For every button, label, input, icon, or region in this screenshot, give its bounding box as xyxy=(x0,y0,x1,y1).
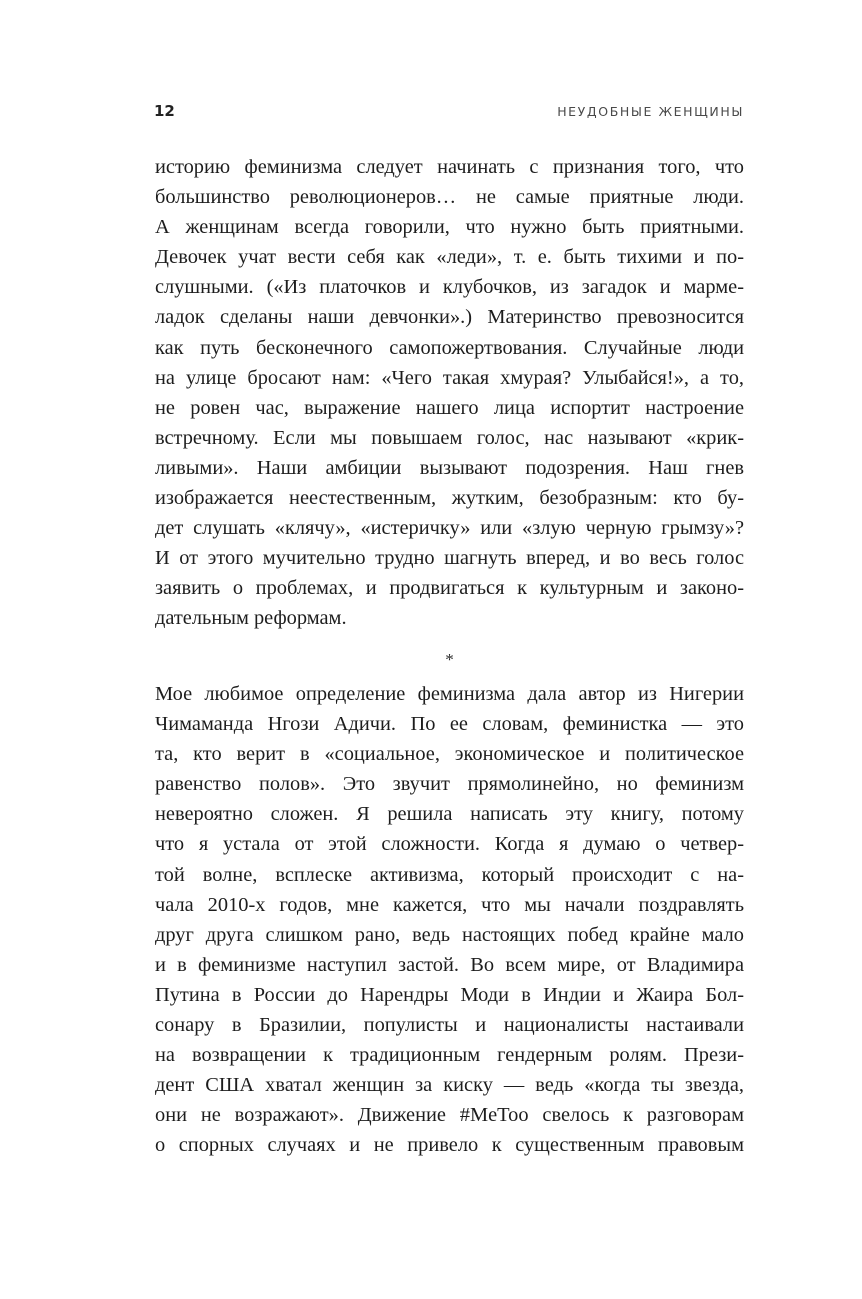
text-line: большинство революционеров… не самые приятные люди. xyxy=(155,186,744,209)
text-line: та, кто верит в «социальное, экономическое и политическое xyxy=(155,743,744,766)
text-line: Девочек учат вести себя как «леди», т. е. быть тихими и по- xyxy=(155,246,744,269)
text-line: Мое любимое определение феминизма дала автор из Нигерии xyxy=(155,683,744,705)
text-line: невероятно сложен. Я решила написать эту книгу, потому xyxy=(155,803,744,826)
text-line: и в феминизме наступил застой. Во всем мире, от Владимира xyxy=(155,953,744,976)
running-header-title: НЕУДОБНЫЕ ЖЕНЩИНЫ xyxy=(557,104,744,119)
text-line: Путина в России до Нарендры Моди в Индии и Жаира Бол- xyxy=(155,983,744,1006)
text-line: той волне, всплеске активизма, который происходит с на- xyxy=(155,863,744,886)
text-line: дет слушать «клячу», «истеричку» или «злую черную грымзу»? xyxy=(155,517,744,540)
paragraph-2 xyxy=(155,679,744,1161)
text-line: друг друга слишком рано, ведь настоящих побед крайне мало xyxy=(155,923,744,946)
text-line: что я устала от этой сложности. Когда я думаю о четвер- xyxy=(155,833,744,856)
text-line: заявить о проблемах, и продвигаться к культурным и законо- xyxy=(155,577,744,600)
text-line: чала 2010-х годов, мне кажется, что мы начали поздравлять xyxy=(155,893,744,916)
text-line: не ровен час, выражение нашего лица испортит настроение xyxy=(155,396,744,419)
text-line: ливыми». Наши амбиции вызывают подозрения. Наш гнев xyxy=(155,456,744,479)
text-line: А женщинам всегда говорили, что нужно быть приятными. xyxy=(155,216,744,239)
text-line: дент США хватал женщин за киску — ведь «когда ты звезда, xyxy=(155,1074,744,1097)
text-line: слушными. («Из платочков и клубочков, из загадок и марме- xyxy=(155,276,744,299)
text-line: встречному. Если мы повышаем голос, нас называют «крик- xyxy=(155,426,744,449)
text-line: на улице бросают нам: «Чего такая хмурая? Улыбайся!», а то, xyxy=(155,366,744,389)
text-line: дательным реформам. xyxy=(155,607,347,630)
text-line: Чимаманда Нгози Адичи. По ее словам, феминистка — это xyxy=(155,713,744,736)
text-line: изображается неестественным, жутким, безобразным: кто бу- xyxy=(155,487,744,510)
text-line: И от этого мучительно трудно шагнуть вперед, и во весь голос xyxy=(155,547,744,570)
text-line: историю феминизма следует начинать с признания того, что xyxy=(155,156,744,178)
text-line: ладок сделаны наши девчонки».) Материнство превозносится xyxy=(155,306,744,329)
section-separator: * xyxy=(445,650,454,669)
text-line: на возвращении к традиционным гендерным ролям. Прези- xyxy=(155,1044,744,1067)
text-line: они не возражают». Движение #MeToo свелось к разговорам xyxy=(155,1104,744,1127)
page-number: 12 xyxy=(154,102,175,120)
paragraph-1 xyxy=(155,152,744,634)
text-line: как путь бесконечного самопожертвования. Случайные люди xyxy=(155,336,744,359)
text-line: равенство полов». Это звучит прямолинейно, но феминизм xyxy=(155,773,744,796)
text-line: сонару в Бразилии, популисты и националисты настаивали xyxy=(155,1014,744,1037)
text-line: о спорных случаях и не привело к существенным правовым xyxy=(155,1134,744,1157)
